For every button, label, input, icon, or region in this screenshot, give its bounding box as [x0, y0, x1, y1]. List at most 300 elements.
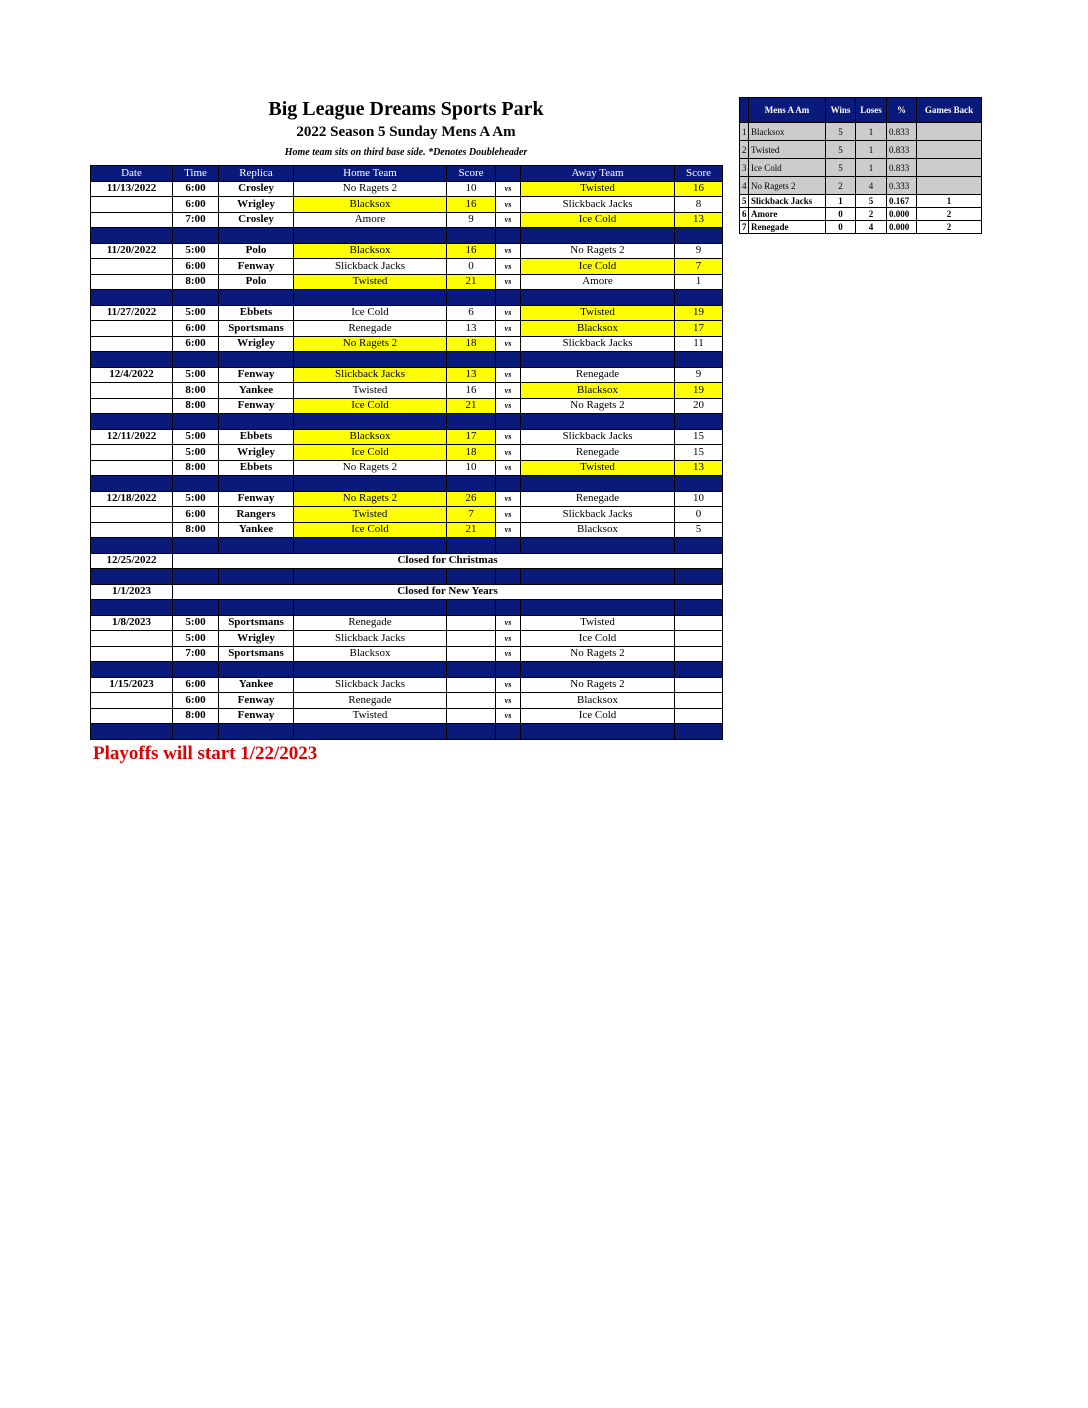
separator-cell — [91, 600, 173, 616]
separator-cell — [496, 724, 521, 740]
standings-team: Ice Cold — [749, 159, 826, 177]
home-team: Twisted — [294, 383, 447, 399]
vs-label: vs — [496, 507, 521, 523]
standings-row — [740, 221, 982, 234]
away-score: 0 — [675, 507, 723, 523]
separator-cell — [219, 290, 294, 306]
separator-cell — [173, 290, 219, 306]
game-time: 5:00 — [173, 615, 219, 631]
home-team: No Ragets 2 — [294, 336, 447, 352]
separator-cell — [447, 414, 496, 430]
separator-cell — [675, 352, 723, 368]
away-team: Ice Cold — [521, 631, 675, 647]
vs-label: vs — [496, 677, 521, 693]
away-score: 5 — [675, 522, 723, 538]
game-time: 5:00 — [173, 305, 219, 321]
separator-cell — [521, 538, 675, 554]
home-team: No Ragets 2 — [294, 460, 447, 476]
standings-rank: 4 — [740, 177, 749, 195]
game-time: 5:00 — [173, 491, 219, 507]
week-separator — [91, 569, 723, 585]
separator-cell — [447, 724, 496, 740]
separator-cell — [521, 414, 675, 430]
schedule-header-row — [91, 166, 723, 182]
game-date: 12/4/2022 — [91, 367, 173, 383]
home-score — [447, 646, 496, 662]
game-replica: Crosley — [219, 181, 294, 197]
separator-cell — [496, 662, 521, 678]
home-score — [447, 708, 496, 724]
game-time: 6:00 — [173, 693, 219, 709]
game-replica: Wrigley — [219, 197, 294, 213]
home-team: No Ragets 2 — [294, 491, 447, 507]
game-date: 11/27/2022 — [91, 305, 173, 321]
vs-label: vs — [496, 243, 521, 259]
week-separator — [91, 414, 723, 430]
separator-cell — [91, 414, 173, 430]
away-team: Renegade — [521, 445, 675, 461]
game-row — [91, 646, 723, 662]
standings-pct: 0.833 — [887, 141, 917, 159]
away-score: 11 — [675, 336, 723, 352]
game-replica: Wrigley — [219, 631, 294, 647]
game-replica: Yankee — [219, 677, 294, 693]
standings-wins: 5 — [826, 141, 856, 159]
separator-cell — [496, 600, 521, 616]
standings-games-back: 2 — [917, 208, 982, 221]
closed-notice: Closed for New Years — [173, 584, 723, 600]
standings-rank: 3 — [740, 159, 749, 177]
game-date — [91, 383, 173, 399]
home-team: Ice Cold — [294, 398, 447, 414]
away-score: 16 — [675, 181, 723, 197]
standings-loses: 2 — [856, 208, 887, 221]
standings-col-division: Mens A Am — [749, 98, 826, 123]
away-team: Slickback Jacks — [521, 336, 675, 352]
vs-label: vs — [496, 274, 521, 290]
game-date — [91, 631, 173, 647]
closed-row — [91, 584, 723, 600]
game-date: 12/25/2022 — [91, 553, 173, 569]
game-time: 6:00 — [173, 181, 219, 197]
game-date — [91, 708, 173, 724]
separator-cell — [219, 476, 294, 492]
standings-team: Twisted — [749, 141, 826, 159]
game-row — [91, 615, 723, 631]
separator-cell — [675, 414, 723, 430]
home-score: 21 — [447, 274, 496, 290]
standings-row — [740, 195, 982, 208]
standings-row — [740, 177, 982, 195]
game-replica: Sportsmans — [219, 321, 294, 337]
home-score: 10 — [447, 181, 496, 197]
separator-cell — [219, 228, 294, 244]
away-team: Ice Cold — [521, 259, 675, 275]
standings-row — [740, 159, 982, 177]
game-row — [91, 367, 723, 383]
separator-cell — [91, 662, 173, 678]
separator-cell — [91, 724, 173, 740]
game-replica: Ebbets — [219, 429, 294, 445]
standings-team: No Ragets 2 — [749, 177, 826, 195]
home-team: Twisted — [294, 274, 447, 290]
home-team: Blacksox — [294, 429, 447, 445]
standings-loses: 4 — [856, 221, 887, 234]
away-team: No Ragets 2 — [521, 677, 675, 693]
away-score: 1 — [675, 274, 723, 290]
standings-row — [740, 208, 982, 221]
game-replica: Sportsmans — [219, 615, 294, 631]
game-date — [91, 693, 173, 709]
game-replica: Yankee — [219, 522, 294, 538]
separator-cell — [173, 569, 219, 585]
home-score — [447, 615, 496, 631]
separator-cell — [521, 569, 675, 585]
game-date — [91, 321, 173, 337]
home-team: Ice Cold — [294, 305, 447, 321]
col-vs — [496, 166, 521, 182]
closed-row — [91, 553, 723, 569]
standings-wins: 5 — [826, 159, 856, 177]
col-time: Time — [173, 166, 219, 182]
separator-cell — [675, 538, 723, 554]
home-team: Slickback Jacks — [294, 259, 447, 275]
game-row — [91, 398, 723, 414]
game-row — [91, 522, 723, 538]
home-score: 13 — [447, 367, 496, 383]
game-time: 6:00 — [173, 507, 219, 523]
separator-cell — [219, 724, 294, 740]
col-date: Date — [91, 166, 173, 182]
away-score: 19 — [675, 383, 723, 399]
game-replica: Ebbets — [219, 460, 294, 476]
away-score: 15 — [675, 429, 723, 445]
week-separator — [91, 290, 723, 306]
standings-col-games-back: Games Back — [917, 98, 982, 123]
standings-row — [740, 123, 982, 141]
vs-label: vs — [496, 259, 521, 275]
game-row — [91, 383, 723, 399]
home-team: Renegade — [294, 615, 447, 631]
game-date — [91, 646, 173, 662]
game-date — [91, 460, 173, 476]
away-team: Blacksox — [521, 522, 675, 538]
home-team: Slickback Jacks — [294, 677, 447, 693]
vs-label: vs — [496, 212, 521, 228]
playoffs-notice: Playoffs will start 1/22/2023 — [93, 743, 318, 764]
standings-team: Slickback Jacks — [749, 195, 826, 208]
game-row — [91, 507, 723, 523]
vs-label: vs — [496, 367, 521, 383]
home-team: Blacksox — [294, 243, 447, 259]
game-date — [91, 522, 173, 538]
separator-cell — [219, 662, 294, 678]
game-row — [91, 212, 723, 228]
away-score: 19 — [675, 305, 723, 321]
game-date — [91, 336, 173, 352]
separator-cell — [173, 352, 219, 368]
game-date — [91, 259, 173, 275]
standings-team: Blacksox — [749, 123, 826, 141]
home-score: 0 — [447, 259, 496, 275]
game-replica: Yankee — [219, 383, 294, 399]
game-replica: Polo — [219, 243, 294, 259]
home-score: 6 — [447, 305, 496, 321]
game-row — [91, 631, 723, 647]
home-score: 9 — [447, 212, 496, 228]
game-row — [91, 197, 723, 213]
standings-rank: 7 — [740, 221, 749, 234]
game-time: 6:00 — [173, 336, 219, 352]
separator-cell — [91, 228, 173, 244]
game-date — [91, 274, 173, 290]
game-date — [91, 507, 173, 523]
away-score — [675, 646, 723, 662]
standings-col-pct: % — [887, 98, 917, 123]
away-team: Twisted — [521, 615, 675, 631]
game-time: 5:00 — [173, 445, 219, 461]
away-team: Twisted — [521, 305, 675, 321]
game-date — [91, 197, 173, 213]
standings-pct: 0.000 — [887, 221, 917, 234]
standings-rank: 5 — [740, 195, 749, 208]
separator-cell — [675, 569, 723, 585]
game-time: 8:00 — [173, 383, 219, 399]
standings-row — [740, 141, 982, 159]
home-team: Ice Cold — [294, 522, 447, 538]
game-replica: Sportsmans — [219, 646, 294, 662]
away-score: 15 — [675, 445, 723, 461]
standings-pct: 0.333 — [887, 177, 917, 195]
game-replica: Polo — [219, 274, 294, 290]
away-score — [675, 677, 723, 693]
separator-cell — [521, 476, 675, 492]
game-replica: Fenway — [219, 708, 294, 724]
home-team: Blacksox — [294, 197, 447, 213]
game-replica: Wrigley — [219, 336, 294, 352]
game-time: 8:00 — [173, 460, 219, 476]
standings-team: Renegade — [749, 221, 826, 234]
standings-games-back: 2 — [917, 221, 982, 234]
away-team: Twisted — [521, 460, 675, 476]
separator-cell — [294, 352, 447, 368]
closed-notice: Closed for Christmas — [173, 553, 723, 569]
game-time: 5:00 — [173, 243, 219, 259]
vs-label: vs — [496, 522, 521, 538]
away-team: Blacksox — [521, 321, 675, 337]
away-team: Slickback Jacks — [521, 507, 675, 523]
away-team: Slickback Jacks — [521, 197, 675, 213]
separator-cell — [496, 476, 521, 492]
week-separator — [91, 228, 723, 244]
separator-cell — [447, 352, 496, 368]
away-team: Ice Cold — [521, 212, 675, 228]
separator-cell — [294, 414, 447, 430]
vs-label: vs — [496, 305, 521, 321]
game-row — [91, 243, 723, 259]
separator-cell — [294, 569, 447, 585]
vs-label: vs — [496, 693, 521, 709]
separator-cell — [173, 228, 219, 244]
home-team: No Ragets 2 — [294, 181, 447, 197]
game-date: 11/20/2022 — [91, 243, 173, 259]
page-subtitle: 2022 Season 5 Sunday Mens A Am — [296, 124, 516, 140]
week-separator — [91, 662, 723, 678]
separator-cell — [294, 662, 447, 678]
away-score: 20 — [675, 398, 723, 414]
separator-cell — [496, 538, 521, 554]
away-score: 7 — [675, 259, 723, 275]
home-team: Amore — [294, 212, 447, 228]
away-team: No Ragets 2 — [521, 243, 675, 259]
vs-label: vs — [496, 398, 521, 414]
home-score — [447, 693, 496, 709]
away-team: Blacksox — [521, 693, 675, 709]
away-team: Renegade — [521, 491, 675, 507]
standings-loses: 1 — [856, 123, 887, 141]
separator-cell — [294, 724, 447, 740]
away-score — [675, 693, 723, 709]
away-team: Renegade — [521, 367, 675, 383]
game-row — [91, 460, 723, 476]
separator-cell — [294, 476, 447, 492]
game-row — [91, 181, 723, 197]
standings-wins: 0 — [826, 221, 856, 234]
game-replica: Fenway — [219, 398, 294, 414]
separator-cell — [521, 662, 675, 678]
home-team: Slickback Jacks — [294, 631, 447, 647]
home-score: 7 — [447, 507, 496, 523]
game-row — [91, 259, 723, 275]
separator-cell — [173, 538, 219, 554]
game-time: 5:00 — [173, 367, 219, 383]
game-replica: Fenway — [219, 491, 294, 507]
separator-cell — [294, 538, 447, 554]
standings-table — [739, 97, 982, 234]
separator-cell — [219, 569, 294, 585]
game-row — [91, 693, 723, 709]
game-date: 11/13/2022 — [91, 181, 173, 197]
col-away-score: Score — [675, 166, 723, 182]
separator-cell — [521, 352, 675, 368]
home-score: 16 — [447, 243, 496, 259]
away-score: 10 — [675, 491, 723, 507]
vs-label: vs — [496, 631, 521, 647]
col-replica: Replica — [219, 166, 294, 182]
game-row — [91, 321, 723, 337]
separator-cell — [521, 724, 675, 740]
separator-cell — [496, 290, 521, 306]
separator-cell — [91, 290, 173, 306]
week-separator — [91, 724, 723, 740]
game-time: 7:00 — [173, 646, 219, 662]
game-time: 8:00 — [173, 708, 219, 724]
separator-cell — [496, 414, 521, 430]
standings-wins: 0 — [826, 208, 856, 221]
game-date: 12/11/2022 — [91, 429, 173, 445]
separator-cell — [91, 352, 173, 368]
game-row — [91, 336, 723, 352]
week-separator — [91, 538, 723, 554]
game-replica: Fenway — [219, 259, 294, 275]
home-score — [447, 631, 496, 647]
separator-cell — [675, 600, 723, 616]
home-score: 18 — [447, 445, 496, 461]
home-score: 17 — [447, 429, 496, 445]
away-score: 8 — [675, 197, 723, 213]
page-note: Home team sits on third base side. *Denotes Doubleheader — [284, 147, 528, 158]
separator-cell — [219, 538, 294, 554]
game-replica: Fenway — [219, 367, 294, 383]
separator-cell — [294, 228, 447, 244]
game-row — [91, 708, 723, 724]
home-score: 13 — [447, 321, 496, 337]
away-score — [675, 615, 723, 631]
game-date — [91, 398, 173, 414]
standings-rank: 2 — [740, 141, 749, 159]
home-score: 10 — [447, 460, 496, 476]
game-replica: Fenway — [219, 693, 294, 709]
standings-games-back — [917, 177, 982, 195]
game-row — [91, 305, 723, 321]
vs-label: vs — [496, 445, 521, 461]
away-score: 9 — [675, 367, 723, 383]
separator-cell — [496, 228, 521, 244]
home-score: 16 — [447, 197, 496, 213]
standings-rank: 1 — [740, 123, 749, 141]
col-home-score: Score — [447, 166, 496, 182]
standings-games-back: 1 — [917, 195, 982, 208]
separator-cell — [675, 228, 723, 244]
vs-label: vs — [496, 460, 521, 476]
separator-cell — [521, 228, 675, 244]
page-title: Big League Dreams Sports Park — [268, 98, 544, 120]
vs-label: vs — [496, 491, 521, 507]
away-score: 13 — [675, 460, 723, 476]
separator-cell — [173, 662, 219, 678]
vs-label: vs — [496, 197, 521, 213]
standings-team: Amore — [749, 208, 826, 221]
standings-pct: 0.000 — [887, 208, 917, 221]
game-time: 5:00 — [173, 429, 219, 445]
separator-cell — [675, 290, 723, 306]
home-score: 21 — [447, 522, 496, 538]
separator-cell — [447, 228, 496, 244]
col-away-team: Away Team — [521, 166, 675, 182]
vs-label: vs — [496, 336, 521, 352]
standings-wins: 1 — [826, 195, 856, 208]
game-replica: Crosley — [219, 212, 294, 228]
game-time: 8:00 — [173, 522, 219, 538]
away-team: Slickback Jacks — [521, 429, 675, 445]
game-date: 12/18/2022 — [91, 491, 173, 507]
game-row — [91, 429, 723, 445]
separator-cell — [173, 600, 219, 616]
home-team: Slickback Jacks — [294, 367, 447, 383]
away-team: No Ragets 2 — [521, 398, 675, 414]
game-time: 7:00 — [173, 212, 219, 228]
standings-loses: 4 — [856, 177, 887, 195]
standings-rank: 6 — [740, 208, 749, 221]
game-time: 5:00 — [173, 631, 219, 647]
home-score: 21 — [447, 398, 496, 414]
vs-label: vs — [496, 321, 521, 337]
standings-col-loses: Loses — [856, 98, 887, 123]
away-team: No Ragets 2 — [521, 646, 675, 662]
separator-cell — [173, 414, 219, 430]
game-row — [91, 445, 723, 461]
standings-loses: 1 — [856, 141, 887, 159]
